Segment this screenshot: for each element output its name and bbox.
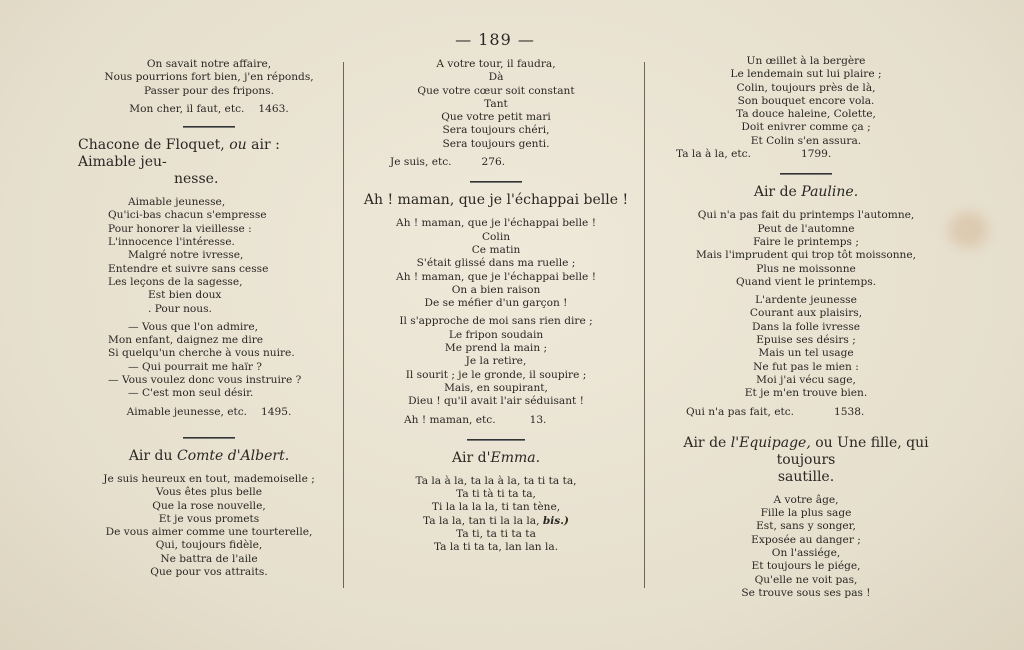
- text-line: l'Equipage,: [730, 434, 811, 451]
- refrain-reference: [78, 406, 340, 419]
- refrain-reference: [662, 148, 950, 161]
- text-line: Fille la plus sage: [760, 507, 852, 520]
- text-line: Qui n'a pas fait du printemps l'automne,: [697, 209, 915, 222]
- song-title: [78, 448, 340, 465]
- text-line: Exposée au danger ;: [751, 533, 861, 546]
- text-line: Et je m'en trouve bien.: [744, 387, 868, 400]
- text-line: — C'est mon seul désir.: [128, 387, 254, 400]
- text-line: Et je vous promets: [158, 512, 260, 525]
- text-line: Mais un tel usage: [758, 347, 854, 360]
- text-line: De vous aimer comme une tourterelle,: [105, 526, 313, 539]
- text-line: Doit enivrer comme ça ;: [741, 121, 871, 134]
- song-lyrics: [360, 475, 632, 555]
- separator: [780, 173, 832, 174]
- refrain-reference: [360, 414, 632, 427]
- text-line: On a bien raison: [451, 283, 541, 296]
- separator: [467, 439, 525, 440]
- song-lyrics: [78, 196, 340, 400]
- song-lyrics: [662, 494, 950, 600]
- text-line: Vous êtes plus belle: [155, 486, 263, 499]
- text-line: De se méfier d'un garçon !: [424, 297, 568, 310]
- text-line: Mon enfant, daignez me dire: [108, 334, 264, 347]
- separator: [470, 181, 522, 182]
- text-line: Plus ne moissonne: [756, 262, 856, 275]
- song-lyrics: [662, 209, 950, 400]
- text-line: Ce matin: [471, 243, 521, 256]
- stanza-end: [662, 55, 950, 148]
- text-line: Ah ! maman, que je l'échappai belle !: [396, 217, 596, 230]
- text-line: 276.: [481, 156, 506, 169]
- text-line: Mais, en soupirant,: [444, 381, 548, 394]
- column-2: [360, 58, 632, 555]
- text-line: Entendre et suivre sans cesse: [108, 262, 269, 275]
- text-line: Epuise ses désirs ;: [756, 334, 856, 347]
- text-line: . Pour nous.: [148, 302, 212, 315]
- text-line: Pour honorer la vieillesse :: [108, 222, 252, 235]
- text-line: Un œillet à la bergère: [746, 55, 866, 67]
- text-line: Emma.: [490, 449, 541, 466]
- refrain-reference: [360, 156, 632, 169]
- stanza-end: [360, 58, 632, 151]
- text-line: Ta la ti ta ta, lan lan la.: [433, 541, 559, 554]
- text-line: Mon cher, il faut, etc.: [129, 102, 245, 115]
- text-line: Que la rose nouvelle,: [152, 499, 266, 512]
- text-line: Aimable jeunesse,: [128, 196, 226, 209]
- text-line: Quand vient le printemps.: [735, 275, 877, 288]
- text-line: A votre âge,: [773, 493, 839, 506]
- column-3: [662, 55, 950, 600]
- text-line: Nous pourrions fort bien, j'en réponds,: [104, 71, 314, 84]
- text-line: 1463.: [258, 102, 289, 115]
- text-line: S'était glissé dans ma ruelle ;: [416, 257, 576, 270]
- text-line: Son bouquet encore vola.: [737, 94, 875, 107]
- text-line: Qui n'a pas fait, etc.: [686, 405, 795, 418]
- text-line: Je suis, etc.: [390, 156, 452, 169]
- text-line: Faire le printemps ;: [753, 235, 859, 248]
- column-rule-2: [644, 62, 645, 588]
- text-line: — Vous que l'on admire,: [128, 320, 258, 333]
- song-title: [662, 435, 950, 486]
- text-line: Ah ! maman, que je l'échappai belle !: [396, 270, 596, 283]
- song-title: [662, 184, 950, 201]
- text-line: Air de: [683, 434, 727, 451]
- text-line: Air de: [753, 184, 797, 201]
- text-line: Dans la folle ivresse: [751, 320, 861, 333]
- text-line: Ta ti tà ti ta ta,: [456, 488, 536, 501]
- text-line: On savait notre affaire,: [146, 58, 272, 70]
- text-line: 1538.: [834, 405, 865, 418]
- text-line: Est, sans y songer,: [756, 520, 856, 533]
- text-line: Pauline.: [801, 184, 859, 201]
- text-line: Courant aux plaisirs,: [749, 307, 863, 320]
- text-line: Ta douce haleine, Colette,: [736, 108, 876, 121]
- text-line: Si quelqu'un cherche à vous nuire.: [108, 347, 295, 360]
- text-line: Mais l'imprudent qui trop tôt moissonne,: [695, 249, 917, 262]
- text-line: Que votre cœur soit constant: [417, 84, 575, 97]
- text-line: nesse.: [174, 171, 219, 188]
- text-line: Ti la la la la, ti tan tène,: [431, 501, 561, 514]
- text-line: Et toujours le piége,: [751, 560, 861, 573]
- text-line: Ta la à la, etc.: [676, 148, 751, 161]
- refrain-reference: [662, 406, 950, 419]
- text-line: 1799.: [800, 148, 832, 161]
- text-line: Malgré notre ivresse,: [128, 249, 244, 262]
- text-line: L'innocence l'intéresse.: [108, 236, 235, 249]
- text-line: Ne battra de l'aile: [160, 552, 258, 565]
- text-line: ou: [229, 137, 247, 154]
- text-line: Colin: [481, 230, 511, 243]
- text-line: Que pour vos attraits.: [150, 566, 268, 579]
- text-line: Le fripon soudain: [448, 328, 544, 341]
- text-line: 1495.: [261, 405, 292, 418]
- song-title: [78, 137, 340, 188]
- text-line: Ta la à la, ta la à la, ta ti ta ta,: [415, 474, 577, 487]
- text-line: Sera toujours chéri,: [442, 124, 550, 137]
- text-line: Comte d'Albert.: [176, 447, 290, 464]
- text-line: Passer pour des fripons.: [144, 84, 274, 97]
- column-1: [78, 58, 340, 579]
- separator: [183, 126, 235, 127]
- text-line: A votre tour, il faudra,: [436, 58, 556, 70]
- song-lyrics: [78, 473, 340, 579]
- text-line: Les leçons de la sagesse,: [108, 275, 243, 288]
- text-line: Ah ! maman, etc.: [404, 413, 496, 426]
- text-line: Est bien doux: [148, 289, 222, 302]
- text-line: Qu'ici-bas chacun s'empresse: [108, 209, 267, 222]
- text-line: Ta la la, tan ti la la la,: [423, 514, 540, 527]
- text-line: — Vous voulez donc vous instruire ?: [108, 374, 302, 387]
- text-line: Air d': [451, 449, 491, 466]
- song-title: Ah ! maman, que je l'échappai belle !: [363, 192, 629, 209]
- text-line: air : Aimable jeu-: [78, 137, 280, 171]
- text-line: Que votre petit mari: [441, 111, 551, 124]
- text-line: Chacone de Floquet,: [78, 137, 225, 154]
- song-title: [360, 450, 632, 467]
- text-line: Colin, toujours près de là,: [736, 81, 876, 94]
- text-line: 13.: [529, 413, 547, 426]
- text-line: Peut de l'automne: [757, 222, 855, 235]
- text-line: Moi j'ai vécu sage,: [756, 373, 856, 386]
- text-line: Ta ti, ta ti ta ta: [456, 528, 536, 541]
- text-line: Me prend la main ;: [444, 342, 548, 355]
- text-line: Qu'elle ne voit pas,: [754, 573, 858, 586]
- refrain-reference: [78, 103, 340, 116]
- text-line: Air du: [128, 447, 173, 464]
- song-lyrics: [360, 217, 632, 408]
- text-line: Je la retire,: [465, 355, 527, 368]
- text-line: ou Une fille, qui toujours: [776, 434, 929, 468]
- text-line: Je suis heureux en tout, mademoiselle ;: [103, 472, 315, 485]
- text-line: Il s'approche de moi sans rien dire ;: [399, 315, 593, 328]
- text-line: Dà: [488, 71, 504, 84]
- text-line: Dieu ! qu'il avait l'air séduisant !: [408, 395, 584, 408]
- text-line: sautille.: [777, 468, 835, 485]
- text-line: Se trouve sous ses pas !: [741, 586, 871, 599]
- text-line: Qui, toujours fidèle,: [155, 539, 263, 552]
- bis-marker: bis.): [542, 514, 569, 527]
- text-line: Sera toujours genti.: [442, 137, 550, 150]
- separator: [183, 437, 235, 438]
- text-line: — Qui pourrait me haïr ?: [128, 360, 262, 373]
- page-number: — 189 —: [455, 30, 535, 49]
- text-line: Ne fut pas le mien :: [753, 360, 859, 373]
- text-line: On l'assiége,: [771, 547, 841, 560]
- text-line: Le lendemain sut lui plaire ;: [730, 68, 882, 81]
- text-line: Tant: [484, 97, 508, 110]
- text-line: Et Colin s'en assura.: [750, 134, 862, 147]
- stanza-end: [78, 58, 340, 98]
- text-line: L'ardente jeunesse: [755, 294, 857, 307]
- text-line: Aimable jeunesse, etc.: [126, 405, 248, 418]
- paper-stain: [948, 212, 988, 248]
- column-rule-1: [343, 62, 344, 588]
- text-line: Il sourit ; je le gronde, il soupire ;: [405, 368, 587, 381]
